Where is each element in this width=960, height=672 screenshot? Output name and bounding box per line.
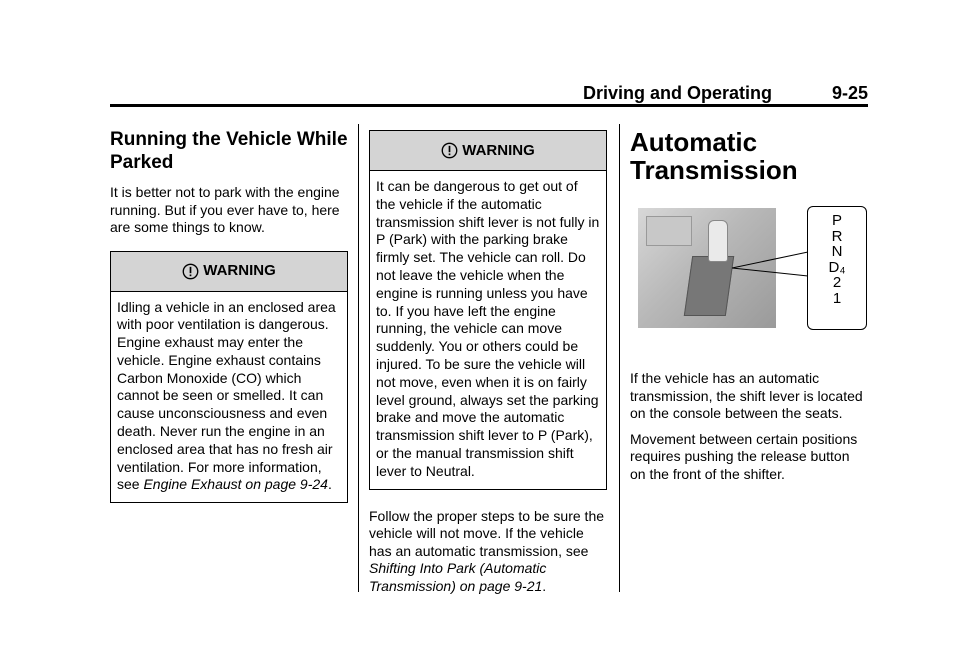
shifter-illustration (638, 206, 868, 330)
section-title: Driving and Operating (582, 83, 772, 103)
cross-reference-link[interactable]: Engine Exhaust on page 9-24 (143, 476, 328, 493)
callout-leader-lines (732, 250, 810, 280)
alert-icon (441, 142, 458, 159)
column-divider-1 (358, 124, 359, 592)
gear-2: 2 (832, 274, 842, 291)
page-number: 9-25 (831, 83, 868, 103)
warning-label: WARNING (462, 141, 535, 159)
warning-body (111, 292, 347, 503)
warning-box (369, 130, 607, 490)
alert-icon (182, 263, 199, 280)
park-paragraph (369, 508, 607, 596)
section-heading: Automatic Transmission (630, 127, 798, 185)
gear-1: 1 (832, 289, 842, 307)
gear-d4: D₄ (828, 258, 846, 276)
column-2 (369, 130, 607, 603)
gear-indicator (807, 206, 867, 330)
intro-paragraph: It is better not to park with the engine running. But if you ever have to, here are some things to know. (110, 184, 340, 235)
warning-box (110, 251, 348, 504)
warning-header (111, 252, 347, 292)
console-panel (646, 216, 692, 246)
warning-label: WARNING (203, 262, 276, 280)
column-3 (630, 128, 868, 491)
release-paragraph: Movement between certain positions requires pushing the release button on the front of the shifter. (630, 430, 858, 482)
gear-p: P (831, 212, 842, 229)
warning-header (370, 131, 606, 171)
park-paragraph-text: Follow the proper steps to be sure the vehicle will not move. If the vehicle has an automatic transmission, see (369, 507, 605, 559)
warning-body: It can be dangerous to get out of the vehicle if the automatic transmission shift lever is not fully in P (Park) with the parking brake firmly set. The vehicle can roll. Do not leave the vehicle when the engine is running unless you have to. If you have left the engine running, the vehicle can move suddenly. You or others could be injured. To be sure the vehicle will not move, even when it is on fairly level ground, always set the parking brake and move the automatic transmission shift lever to P (Park), or the manual transmission shift lever to Neutral. (376, 178, 600, 479)
warning-text: Idling a vehicle in an enclosed area with poor ventilation is dangerous. Engine exhaust may enter the vehicle. Engine exhaust contains Carbon Monoxide (CO) which cannot be seen or smelled. It can cause unconsciousness and even death. Never run the engine in an enclosed area that has no fresh air ventilation. For more information, see (117, 298, 336, 493)
column-divider-2 (619, 124, 620, 592)
section-heading: Running the Vehicle While Parked (110, 129, 348, 173)
shift-knob (708, 220, 728, 262)
cross-reference-link[interactable]: Shifting Into Park (Automatic Transmission) on page 9-21 (369, 560, 547, 594)
page-header (110, 83, 868, 105)
location-paragraph: If the vehicle has an automatic transmission, the shift lever is located on the console between the seats. (630, 370, 863, 421)
gear-r: R (831, 227, 843, 245)
gear-n: N (831, 243, 843, 260)
column-1 (110, 128, 348, 515)
shift-gate (684, 256, 734, 316)
park-paragraph-tail: . (542, 577, 547, 594)
warning-tail: . (327, 476, 332, 493)
header-rule (110, 104, 868, 107)
